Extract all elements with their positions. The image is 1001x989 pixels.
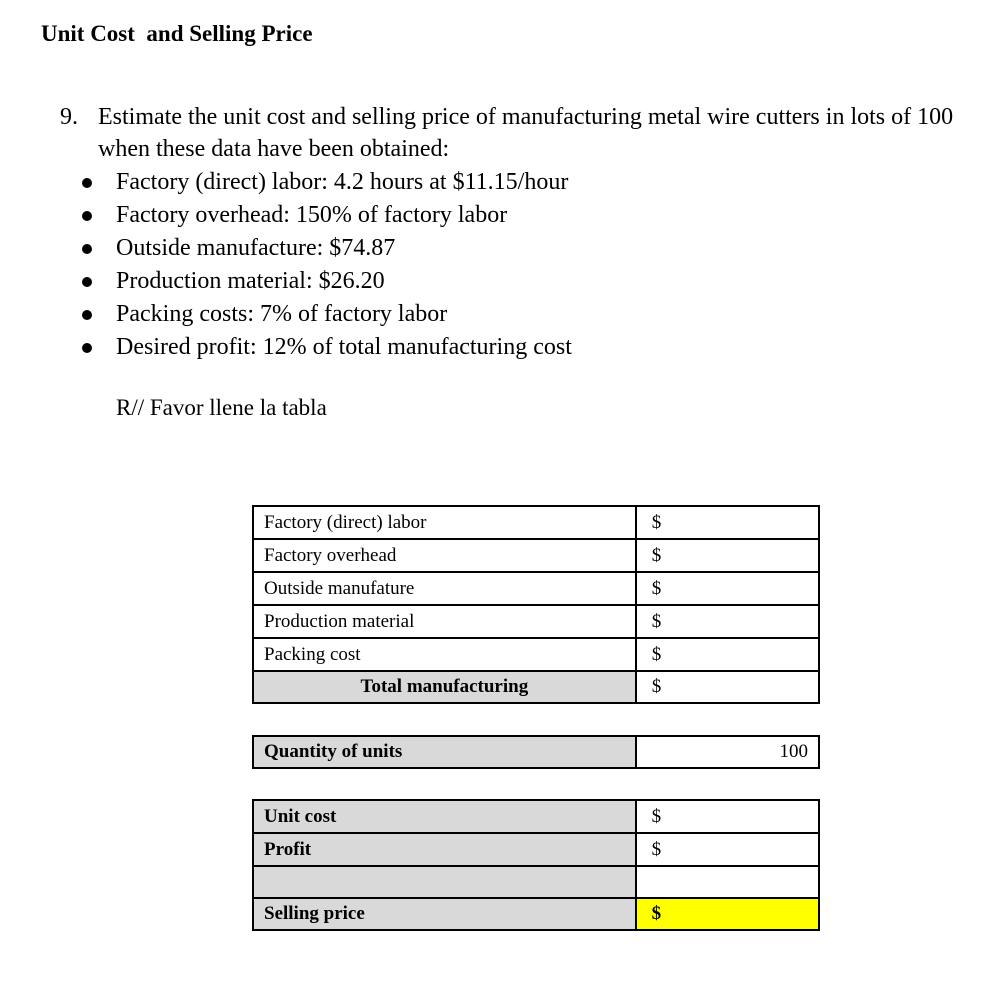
bullet-icon bbox=[82, 310, 92, 320]
total-input-cell[interactable] bbox=[636, 671, 819, 703]
quantity-label: Quantity of units bbox=[253, 736, 636, 768]
list-item bbox=[80, 331, 572, 364]
page-title: Unit Cost and Selling Price bbox=[41, 21, 313, 46]
answer-prompt: R// Favor llene la tabla bbox=[116, 395, 327, 420]
list-item bbox=[80, 166, 572, 199]
cost-input-cell[interactable] bbox=[636, 605, 819, 638]
bullet-icon bbox=[82, 343, 92, 353]
data-bullet-list bbox=[80, 166, 572, 364]
table-row bbox=[253, 833, 819, 866]
dollar-sign: $ bbox=[651, 544, 662, 566]
dollar-sign: $ bbox=[651, 643, 662, 665]
selling-price-label: Selling price bbox=[253, 898, 636, 930]
total-label: Total manufacturing bbox=[253, 671, 636, 703]
dollar-sign: $ bbox=[651, 511, 662, 533]
profit-input-cell[interactable] bbox=[636, 833, 819, 866]
table-row bbox=[253, 539, 819, 572]
bullet-icon bbox=[82, 244, 92, 254]
bullet-icon bbox=[82, 178, 92, 188]
table-row bbox=[253, 800, 819, 833]
list-item bbox=[80, 298, 572, 331]
unit-table bbox=[252, 799, 820, 899]
cost-table bbox=[252, 505, 820, 704]
table-row bbox=[253, 572, 819, 605]
row-label: Factory overhead bbox=[253, 539, 636, 572]
cost-input-cell[interactable] bbox=[636, 506, 819, 539]
bullet-text: Factory (direct) labor: 4.2 hours at $11.15/hour bbox=[116, 169, 569, 195]
quantity-table bbox=[252, 735, 820, 769]
selling-price-input-cell[interactable] bbox=[636, 898, 819, 930]
dollar-sign: $ bbox=[651, 676, 662, 697]
empty-cell bbox=[636, 866, 819, 898]
empty-cell bbox=[253, 866, 636, 898]
bullet-text: Desired profit: 12% of total manufacturing cost bbox=[116, 334, 572, 360]
table-row bbox=[253, 605, 819, 638]
bullet-text: Factory overhead: 150% of factory labor bbox=[116, 202, 508, 228]
unit-cost-input-cell[interactable] bbox=[636, 800, 819, 833]
total-row bbox=[253, 671, 819, 703]
bullet-text: Production material: $26.20 bbox=[116, 268, 385, 294]
bullet-icon bbox=[82, 277, 92, 287]
table-row bbox=[253, 898, 819, 930]
selling-price-table bbox=[252, 897, 820, 931]
dollar-sign: $ bbox=[651, 610, 662, 632]
dollar-sign: $ bbox=[651, 577, 662, 599]
table-row bbox=[253, 506, 819, 539]
table-row bbox=[253, 638, 819, 671]
dollar-sign: $ bbox=[651, 805, 662, 827]
row-label: Outside manufature bbox=[253, 572, 636, 605]
row-label: Factory (direct) labor bbox=[253, 506, 636, 539]
quantity-value: 100 bbox=[636, 736, 819, 768]
cost-input-cell[interactable] bbox=[636, 539, 819, 572]
dollar-sign: $ bbox=[651, 903, 662, 924]
cost-input-cell[interactable] bbox=[636, 638, 819, 671]
row-label: Profit bbox=[253, 833, 636, 866]
list-item bbox=[80, 199, 572, 232]
bullet-icon bbox=[82, 211, 92, 221]
table-row bbox=[253, 736, 819, 768]
row-label: Unit cost bbox=[253, 800, 636, 833]
list-item bbox=[80, 265, 572, 298]
list-item bbox=[80, 232, 572, 265]
bullet-text: Packing costs: 7% of factory labor bbox=[116, 301, 448, 327]
bullet-text: Outside manufacture: $74.87 bbox=[116, 235, 396, 261]
cost-input-cell[interactable] bbox=[636, 572, 819, 605]
question-text: Estimate the unit cost and selling price of manufacturing metal wire cutters in lots of 100 when these data have been obtained: bbox=[98, 104, 954, 162]
table-row bbox=[253, 866, 819, 898]
row-label: Production material bbox=[253, 605, 636, 638]
row-label: Packing cost bbox=[253, 638, 636, 671]
question-number: 9. bbox=[60, 104, 78, 130]
dollar-sign: $ bbox=[651, 838, 662, 860]
